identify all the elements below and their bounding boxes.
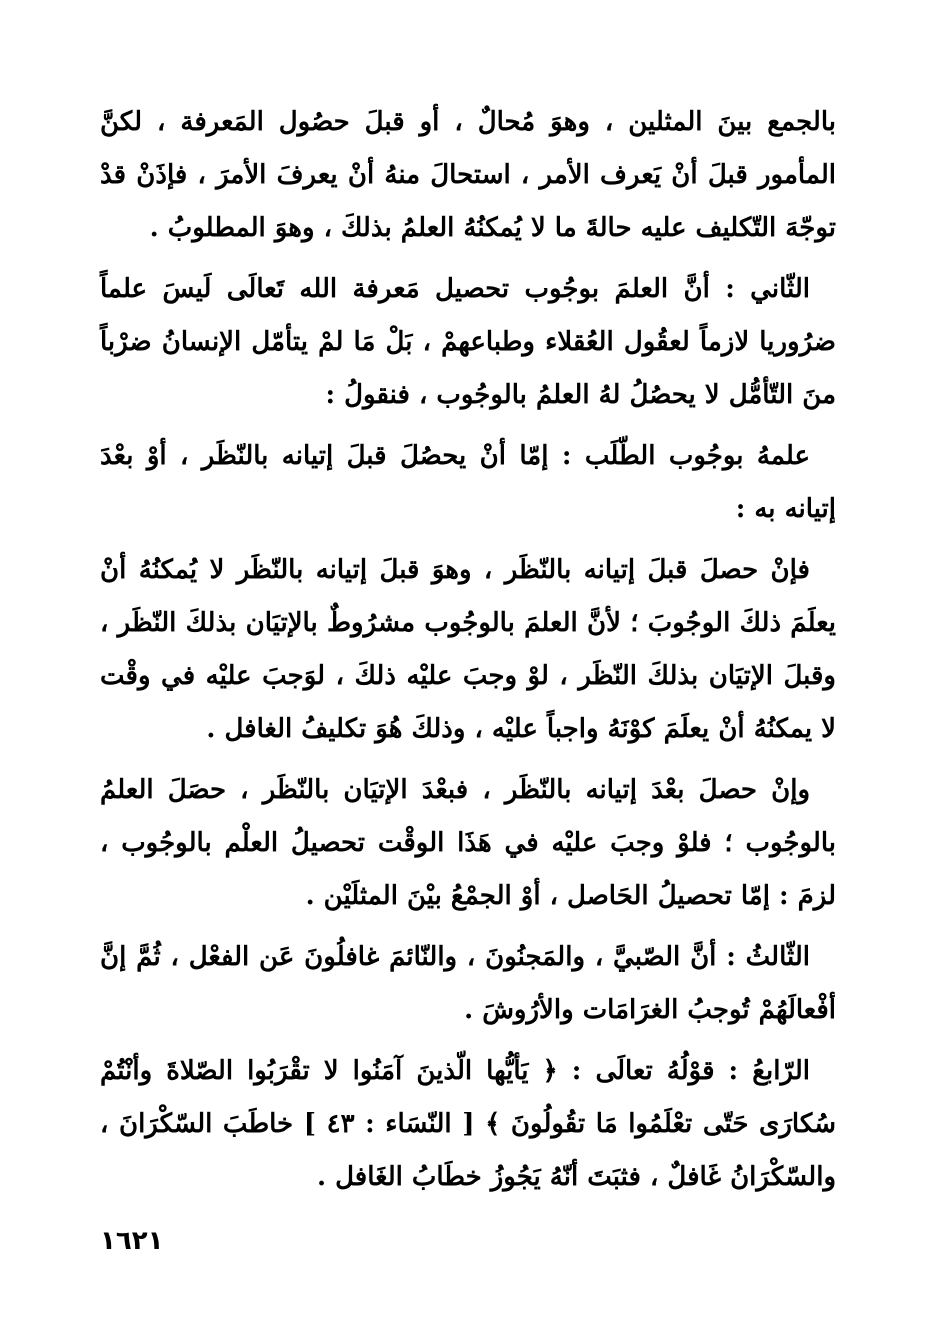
paragraph-4: فإنْ حصلَ قبلَ إتيانه بالنّظَر ، وهوَ قبلَ إتيانه بالنّظَر لا يُمكنُهُ أنْ يعلَمَ ذلكَ الوجُوبَ ؛ لأنَّ العلمَ بالوجُوب مشرُوطٌ بالإتيَان بذلكَ النّظَر ، وقبلَ الإتيَان بذلكَ النّظَر ، لوْ وجبَ عليْه ذلكَ ، لوَجبَ عليْه في وقْت لا يمكنُهُ أنْ يعلَمَ كوْنَهُ واجباً عليْه ، وذلكَ هُوَ تكليفُ الغافل . bbox=[100, 555, 836, 744]
paragraph-5: وإنْ حصلَ بعْدَ إتيانه بالنّظَر ، فبعْدَ الإتيَان بالنّظَر ، حصَلَ العلمُ بالوجُوب ؛ فلوْ وجبَ عليْه في هَذَا الوقْت تحصيلُ العلْم بالوجُوب ، لزمَ : إمّا تحصيلُ الحَاصل ، أوْ الجمْعُ بيْنَ المثلَيْن . bbox=[100, 775, 836, 911]
paragraph-7-intro: الرّابعُ : قوْلُهُ تعالَى : bbox=[557, 1056, 810, 1086]
body-text bbox=[100, 96, 836, 1204]
paragraph-7 bbox=[100, 1045, 836, 1204]
paragraph-6: الثّالثُ : أنَّ الصّبيَّ ، والمَجنُونَ ، والنّائمَ غافلُونَ عَن الفعْل ، ثُمَّ إنَّ أفْعالَهُمْ تُوجبُ الغرَامَات والأرُوشَ . bbox=[100, 942, 836, 1025]
verse-reference: [ النّسَاء : ٤٣ ] bbox=[293, 1109, 486, 1139]
quran-verse: ﴿ يَأيُّها الّذينَ آمَنُوا لا تقْرَبُوا الصّلاةَ وأنْتُمْ سُكارَى حَتّى تعْلَمُوا مَا تقُولُونَ ﴾ bbox=[100, 1056, 836, 1139]
paragraph-7-conclusion: خاطَبَ السّكْرَانَ ، والسّكْرَانُ غَافلٌ ، فثبَتَ أنّهُ يَجُوزُ خطَابُ الغَافل . bbox=[100, 1109, 836, 1192]
page-number: ١٦٢١ bbox=[100, 1226, 164, 1256]
paragraph-1: بالجمع بينَ المثلين ، وهوَ مُحالٌ ، أو قبلَ حصُول المَعرفة ، لكنَّ المأمور قبلَ أنْ يَعرف الأمر ، استحالَ منهُ أنْ يعرفَ الأمرَ ، فإذَنْ قدْ توجّهَ التّكليف عليه حالةَ ما لا يُمكنُهُ العلمُ بذلكَ ، وهوَ المطلوبُ . bbox=[100, 107, 836, 243]
paragraph-2: الثّاني : أنَّ العلمَ بوجُوب تحصيل مَعرفة الله تَعالَى لَيسَ علماً ضرُوريا لازماً لعقُول العُقلاء وطباعهمْ ، بَلْ مَا لمْ يتأمّل الإنسانُ ضرْباً منَ التّأمُّل لا يحصُلُ لهُ العلمُ بالوجُوب ، فنقولُ : bbox=[100, 274, 836, 410]
paragraph-3: علمهُ بوجُوب الطّلَب : إمّا أنْ يحصُلَ قبلَ إتيانه بالنّظَر ، أوْ بعْدَ إتيانه به : bbox=[100, 441, 836, 524]
